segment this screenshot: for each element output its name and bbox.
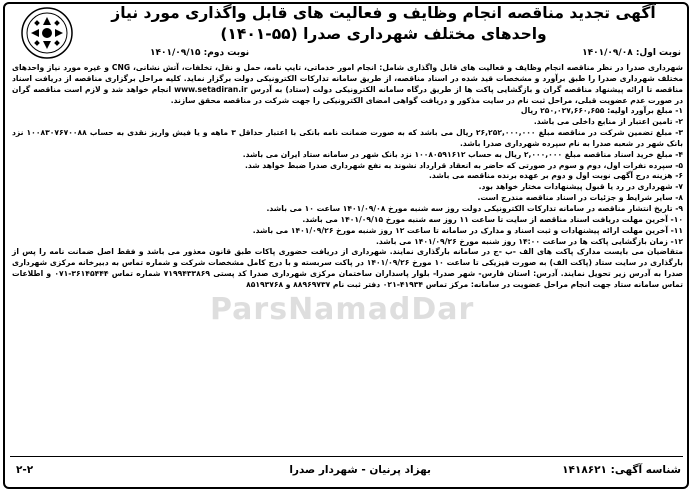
list-item: ۱۰- آخرین مهلت دریافت اسناد مناقصه از سایت تا ساعت ۱۱ روز سه شنبه مورخ ۱۴۰۱/۰۹/۱۵ می باشد. bbox=[302, 214, 683, 224]
watermark: ParsNamadDar bbox=[210, 292, 475, 327]
list-item: ۶- هزینه درج آگهی نوبت اول و دوم بر عهده برنده مناقصه می باشد. bbox=[429, 171, 683, 181]
closing-paragraph: متقاضیان می بایست مدارک پاکت های الف -ب -ج در سامانه بارگذاری نمایند. شهرداری از دریافت حضوری پاکات طبق قانون معذور می باشد و فقط اصل ضمانت نامه را پس از بارگذاری در سایت ستاد (پاکت الف) به صورت فیزیکی تا ساعت ۱۰ مورخ ۱۴۰۱/۰۹/۲۶ در پاکت سربسته و با درج کامل مشخصات شرکت و شماره تماس به دبیرخانه مرکزی شهرداری صدرا به آدرس زیر تحویل نمایند. آدرس: استان فارس- شهر صدرا- بلوار پاسداران ساختمان مرکزی شهرداری صدرا کد پستی ۷۱۹۹۴۳۳۸۶۹ شماره تماس ۳۶۱۴۵۴۴۴-۰۷۱ و اطلاعات تماس سامانه ستاد جهت انجام مراحل عضویت در سامانه: مرکز تماس ۴۱۹۳۴-۰۲۱ دفتر ثبت نام ۸۸۹۶۹۷۳۷ و ۸۵۱۹۳۷۶۸ bbox=[12, 247, 684, 289]
page-reference: ۲-۲ bbox=[16, 464, 34, 476]
notice-title: آگهی تجدید مناقصه انجام وظایف و فعالیت های قابل واگذاری مورد نیاز bbox=[111, 4, 656, 22]
notice-footer bbox=[12, 462, 681, 482]
notice-subtitle: واحدهای مختلف شهرداری صدرا (۵۵-۱۴۰۱) bbox=[220, 25, 547, 43]
footer-divider bbox=[10, 456, 683, 457]
municipality-emblem-icon bbox=[20, 6, 74, 60]
signatory: بهزاد پرنیان - شهردار صدرا bbox=[289, 464, 431, 476]
list-item: ۹- تاریخ انتشار مناقصه در سامانه تدارکات الکترونیکی دولت روز سه شنبه مورخ ۱۴۰۱/۰۹/۰۸ ساعت ۱۰ می باشد. bbox=[266, 203, 683, 213]
list-item: ۱۱- آخرین مهلت ارائه پیشنهادات و ثبت اسناد و مدارک در سامانه تا ساعت ۱۲ روز شنبه مورخ ۱۴۰۱/۰۹/۲۶ می باشد. bbox=[252, 225, 683, 235]
first-issue-date: نوبت اول: ۱۴۰۱/۰۹/۰۸ bbox=[582, 48, 681, 58]
list-item: ۲- تامین اعتبار از منابع داخلی می باشد. bbox=[533, 117, 683, 127]
list-item: ۴- مبلغ خرید اسناد مناقصه مبلغ ۲,۰۰۰,۰۰۰ ریال به حساب ۱۰۰۸۰۵۹۱۶۱۲ نزد بانک شهر در سامانه ستاد ایران می باشد. bbox=[242, 149, 683, 159]
list-item: ۸- سایر شرایط و جزئیات در اسناد مناقصه مندرج است. bbox=[477, 193, 683, 203]
intro-paragraph: شهرداری صدرا در نظر مناقصه انجام وظایف و فعالیت های قابل واگذاری شامل: انجام امور خدماتی، تایپ نامه، حمل و نقل، تخلفات، آتش نشانی، CNG و غیره مورد نیاز واحدهای مختلف شهرداری صدرا را طبق برآورد و مشخصات قید شده در اسناد مناقصه، از طریق سامانه تدارکات الکترونیکی دولت برگزار نماید. کلیه مراحل برگزاری مناقصه از دریافت اسناد مناقصه تا ارائه پیشنهاد مناقصه گران و بازگشایی پاکت ها از طریق درگاه سامانه الکترونیکی دولت (ستاد) به آدرس www.setadiran.ir انجام خواهد شد و لازم است مناقصه گران در صورت عدم عضویت قبلی، مراحل ثبت نام در سایت مذکور و دریافت گواهی امضای الکترونیکی را جهت شرکت در مناقصه محقق سازند. bbox=[12, 63, 684, 105]
list-item: ۱۲- زمان بازگشایی پاکت ها در ساعت ۱۴:۰۰ روز شنبه مورخ ۱۴۰۱/۰۹/۲۶ می باشد. bbox=[375, 236, 683, 246]
list-item: ۳- مبلغ تضمین شرکت در مناقصه مبلغ ۲۶,۲۵۲,۰۰۰,۰۰۰ ریال می باشد که به صورت ضمانت نامه بانکی با اعتبار حداقل ۳ ماهه و یا فیش واریز نقدی به حساب ۱۰۰۸۳۰۷۶۷۰۰۸۸ نزد بانک شهر در شعبه صدرا به نام سپرده شهرداری صدرا باشد. bbox=[12, 128, 683, 148]
list-item: ۵- سپرده نفرات اول، دوم و سوم در صورتی که حاضر به انعقاد قرارداد نشوند به نفع شهرداری صدرا ضبط خواهد شد. bbox=[245, 160, 683, 170]
second-issue-date: نوبت دوم: ۱۴۰۱/۰۹/۱۵ bbox=[150, 48, 250, 58]
issue-dates bbox=[150, 48, 681, 62]
list-item: ۷- شهرداری در رد یا قبول پیشنهادات مختار خواهد بود. bbox=[478, 182, 683, 192]
notice-body bbox=[12, 63, 683, 291]
list-item: ۱- مبلغ برآورد اولیه: ۲۵۰,۰۲۷,۶۶۰,۶۵۵ ریال bbox=[520, 106, 683, 116]
ad-code: شناسه آگهی: ۱۴۱۸۶۲۱ bbox=[562, 464, 681, 476]
